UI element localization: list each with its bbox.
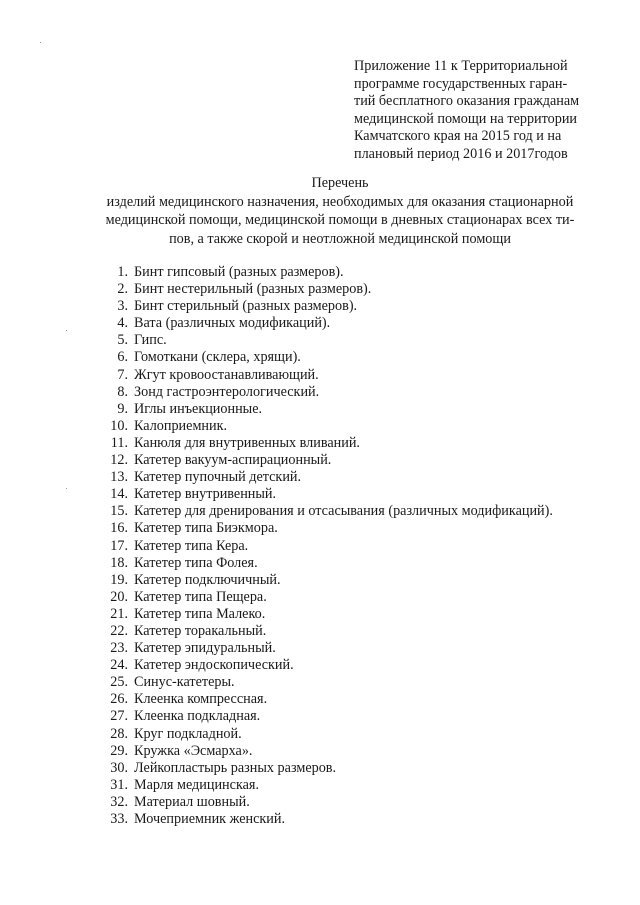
list-item	[100, 520, 620, 537]
scan-speck	[40, 42, 41, 43]
list-item	[100, 264, 620, 281]
item-text: Лейкопластырь разных размеров.	[134, 759, 337, 776]
list-item	[100, 298, 620, 315]
heading-line: медицинской помощи, медицинской помощи в дневных стационарах всех ти-	[105, 212, 575, 228]
item-number: 27.	[110, 708, 128, 725]
item-text: Катетер внутривенный.	[134, 486, 277, 503]
appendix-line: медицинской помощи на территории	[354, 110, 578, 127]
list-item	[100, 401, 620, 418]
list-item	[100, 435, 620, 452]
list-item	[100, 811, 620, 828]
item-number: 4.	[117, 315, 128, 332]
item-number: 29.	[110, 742, 128, 759]
item-number: 9.	[117, 400, 128, 417]
document-title: Перечень	[311, 175, 369, 191]
item-number: 5.	[117, 332, 128, 349]
item-number: 17.	[110, 537, 128, 554]
item-text: Клеенка компрессная.	[134, 691, 268, 708]
item-number: 7.	[117, 366, 128, 383]
item-text: Бинт стерильный (разных размеров).	[134, 298, 358, 315]
item-number: 15.	[110, 503, 128, 520]
list-item	[100, 760, 620, 777]
list-item	[100, 623, 620, 640]
appendix-line: программе государственных гаран-	[354, 75, 568, 92]
item-number: 1.	[117, 264, 128, 280]
list-item	[100, 743, 620, 760]
item-number: 32.	[110, 793, 128, 810]
list-item	[100, 281, 620, 298]
item-number: 25.	[110, 674, 128, 691]
item-number: 8.	[117, 383, 128, 400]
appendix-line: Камчатского края на 2015 год и на	[354, 128, 562, 145]
item-number: 2.	[117, 281, 128, 298]
item-number: 20.	[110, 588, 128, 605]
list-item	[100, 469, 620, 486]
item-number: 12.	[110, 452, 128, 469]
item-text: Калоприемник.	[134, 417, 228, 434]
item-text: Катетер вакуум-аспирационный.	[134, 452, 332, 469]
list-item	[100, 367, 620, 384]
item-number: 31.	[110, 776, 128, 793]
heading-line: пов, а также скорой и неотложной медицинской помощи	[169, 230, 511, 247]
item-number: 6.	[117, 349, 128, 366]
item-number: 19.	[110, 571, 128, 588]
item-number: 16.	[110, 520, 128, 537]
item-number: 30.	[110, 759, 128, 776]
item-number: 18.	[110, 554, 128, 571]
heading-line: изделий медицинского назначения, необходимых для оказания стационарной	[106, 193, 574, 210]
list-item	[100, 555, 620, 572]
item-number: 22.	[110, 622, 128, 639]
item-number: 3.	[117, 298, 128, 315]
item-text: Иглы инъекционные.	[134, 400, 263, 417]
item-text: Катетер типа Кера.	[134, 537, 249, 554]
item-number: 24.	[110, 657, 128, 674]
item-text: Синус-катетеры.	[134, 674, 235, 691]
item-text: Бинт гипсовый (разных размеров).	[134, 264, 344, 280]
list-item	[100, 794, 620, 811]
item-text: Бинт нестерильный (разных размеров).	[134, 281, 372, 298]
scan-speck	[66, 488, 67, 489]
item-number: 33.	[110, 811, 128, 827]
items-list	[100, 264, 620, 828]
item-text: Катетер типа Фолея.	[134, 554, 258, 571]
item-number: 26.	[110, 691, 128, 708]
item-text: Марля медицинская.	[134, 776, 259, 793]
appendix-line: тий бесплатного оказания гражданам	[354, 93, 580, 110]
appendix-note	[354, 58, 616, 164]
item-text: Гомоткани (склера, хрящи).	[134, 349, 301, 366]
item-text: Катетер типа Биэкмора.	[134, 520, 278, 537]
list-item	[100, 538, 620, 555]
item-text: Катетер для дренирования и отсасывания (различных модификаций).	[134, 503, 553, 520]
list-item	[100, 503, 620, 520]
item-text: Катетер пупочный детский.	[134, 469, 302, 486]
list-item	[100, 640, 620, 657]
appendix-line: плановый период 2016 и 2017годов	[354, 145, 568, 162]
item-text: Канюля для внутривенных вливаний.	[134, 434, 360, 451]
item-number: 11.	[110, 434, 128, 451]
item-text: Катетер типа Пещера.	[134, 588, 267, 605]
item-number: 23.	[110, 640, 128, 657]
item-number: 28.	[110, 725, 128, 742]
item-text: Клеенка подкладная.	[134, 708, 261, 725]
item-text: Катетер эпидуральный.	[134, 640, 276, 657]
item-text: Жгут кровоостанавливающий.	[134, 366, 319, 383]
list-item	[100, 572, 620, 589]
list-item	[100, 777, 620, 794]
list-item	[100, 452, 620, 469]
document-heading	[60, 174, 620, 248]
item-text: Катетер эндоскопический.	[134, 657, 294, 674]
list-item	[100, 708, 620, 725]
item-text: Катетер торакальный.	[134, 622, 267, 639]
item-text: Зонд гастроэнтерологический.	[134, 383, 320, 400]
list-item	[100, 657, 620, 674]
item-text: Материал шовный.	[134, 793, 250, 810]
item-number: 10.	[110, 417, 128, 434]
list-item	[100, 332, 620, 349]
item-text: Круг подкладной.	[134, 725, 242, 742]
item-number: 14.	[110, 486, 128, 503]
list-item	[100, 315, 620, 332]
list-item	[100, 674, 620, 691]
item-number: 21.	[110, 605, 128, 622]
list-item	[100, 384, 620, 401]
list-item	[100, 349, 620, 366]
list-item	[100, 606, 620, 623]
item-text: Гипс.	[134, 332, 167, 349]
list-item	[100, 726, 620, 743]
item-text: Катетер типа Малеко.	[134, 605, 266, 622]
item-text: Кружка «Эсмарха».	[134, 742, 253, 759]
item-text: Мочеприемник женский.	[134, 811, 286, 827]
item-text: Катетер подключичный.	[134, 571, 281, 588]
item-text: Вата (различных модификаций).	[134, 315, 331, 332]
list-item	[100, 486, 620, 503]
scan-speck	[66, 330, 67, 331]
item-number: 13.	[110, 469, 128, 486]
list-item	[100, 691, 620, 708]
list-item	[100, 418, 620, 435]
appendix-line: Приложение 11 к Территориальной	[354, 58, 568, 74]
list-item	[100, 589, 620, 606]
